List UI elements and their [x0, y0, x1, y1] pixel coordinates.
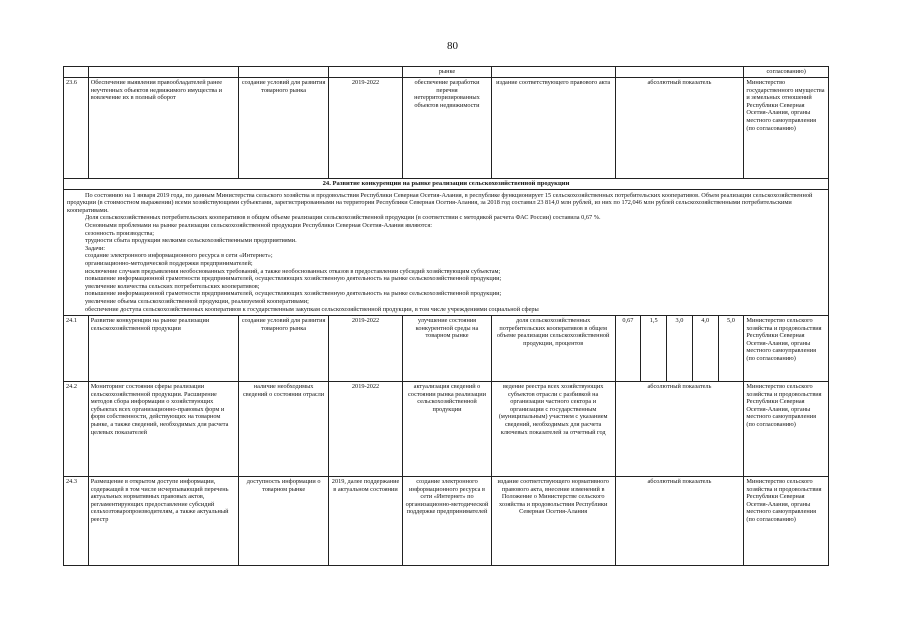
cell-executor: Министерство государственного имущества и земельных отношений Республики Северная Осетия-Алания, органы местного самоуправления (по согласованию): [744, 78, 829, 179]
cell-measure: Мониторинг состояния сферы реализации сельскохозяйственной продукции. Расширение методов сбора информации о хозяйствующих субъектах всех организационно-правовых форм и форм собственности, действующих на товарном рынке, а также сведений, необходимых для расчета целевых показателей: [88, 382, 239, 477]
cell-document: ведение реестра всех хозяйствующих субъектов отрасли с разбивкой на организации частного сектора и организации с государственным (муниципальным) участием с указанием сведений, необходимых для расчета ключевых показателей за отчетный год: [491, 382, 615, 477]
cell-document: издание соответствующего правового акта: [491, 78, 615, 179]
narrative-paragraph: исключение случаев предъявления необоснованных требований, а также необоснованных отказов в предоставлении субсидий хозяйствующим субъектам;: [85, 267, 501, 275]
narrative-paragraph: повышение информационной грамотности предпринимателей, осуществляющих хозяйственную деятельность на рынке сельскохозяйственной продукции;: [85, 275, 502, 283]
table-row: [64, 67, 829, 78]
cell-executor: согласованию): [744, 67, 829, 78]
cell-value: абсолютный показатель: [615, 477, 744, 566]
cell-indicator: актуализация сведений о состоянии рынка реализации сельскохозяйственной продукции: [403, 382, 492, 477]
narrative-paragraph: Задачи:: [85, 244, 105, 252]
narrative-paragraph: По состоянию на 1 января 2019 года, по данным Министерства сельского хозяйства и продовольствия Республики Северная Осетия-Алания, в республике функционирует 15 сельскохозяйственных потребительских кооперативов. Объем реализации сельскохозяйственной продукции (в стоимостном выражении) всеми хозяйствующими субъектами, зарегистрированными на территории Республики Северная Осетия-Алания, за 2018 год составил 23 814,0 млн рублей, из них по 172,046 млн рублей сельскохозяйственными потребительскими кооперативами.: [67, 191, 813, 214]
cell-result: доступность информации о товарном рынке: [239, 477, 329, 566]
narrative-paragraph: сезонность производства;: [85, 229, 154, 237]
narrative-paragraph: увеличение количества сельских потребительских кооперативов;: [85, 282, 260, 290]
cell-measure: Размещение в открытом доступе информации, содержащей в том числе исчерпывающий перечень актуальных нормативных правовых актов, регламентирующих предоставление субсидий сельхозтоваропроизводителям, а также актуальный реестр: [88, 477, 239, 566]
cell-indicator: рынке: [403, 67, 492, 78]
narrative-paragraph: организационно-методической поддержки предпринимателей;: [85, 259, 253, 267]
table-row: [64, 316, 829, 382]
cell-number: 23.6: [64, 78, 89, 179]
cell-value-2022: 5,0: [718, 316, 744, 382]
narrative-paragraph: Основными проблемами на рынке реализации сельскохозяйственной продукции Республики Северная Осетия-Алания являются:: [85, 221, 432, 229]
competition-plan-table: [63, 66, 829, 566]
cell-result: наличие необходимых сведений о состоянии отрасли: [239, 382, 329, 477]
cell-document: доля сельскохозяйственных потребительских кооперативов в общем объеме реализации сельскохозяйственной продукции, процентов: [491, 316, 615, 382]
cell-document: издание соответствующего нормативного правового акта, внесение изменений в Положение о Министерстве сельского хозяйства и продовольствия Республики Северная Осетия-Алания: [491, 477, 615, 566]
narrative-paragraph: создание электронного информационного ресурса в сети «Интернет»;: [85, 252, 273, 260]
cell-value-2020: 3,0: [667, 316, 693, 382]
cell-number: 24.1: [64, 316, 89, 382]
cell-result: создание условий для развития товарного рынка: [239, 78, 329, 179]
cell-executor: Министерство сельского хозяйства и продовольствия Республики Северная Осетия-Алания, органы местного самоуправления (по согласованию): [744, 382, 829, 477]
cell-executor: Министерство сельского хозяйства и продовольствия Республики Северная Осетия-Алания, органы местного самоуправления (по согласованию): [744, 316, 829, 382]
cell-indicator: создание электронного информационного ресурса в сети «Интернет» по организационно-методической поддержке предпринимателей: [403, 477, 492, 566]
section-header-row: [64, 179, 829, 190]
narrative-paragraph: увеличение объема сельскохозяйственной продукции, реализуемой кооперативами;: [85, 297, 309, 305]
cell-indicator: улучшение состояния конкурентной среды на товарном рынке: [403, 316, 492, 382]
table-row: [64, 477, 829, 566]
cell-term: 2019-2022: [328, 382, 402, 477]
narrative-paragraph: Доля сельскохозяйственных потребительских кооперативов в общем объеме реализации сельскохозяйственной продукции (в соответствии с методикой расчета ФАС России) составила 0,67 %.: [85, 214, 601, 222]
cell-value-2021: 4,0: [692, 316, 718, 382]
cell-value: абсолютный показатель: [615, 78, 744, 179]
cell-measure: Обеспечение выявления правообладателей ранее неучтенных объектов недвижимого имущества и вовлечение их в полный оборот: [88, 78, 239, 179]
cell-term: 2019, далее поддержание в актуальном состоянии: [328, 477, 402, 566]
section-narrative: [64, 189, 829, 316]
table-row: [64, 382, 829, 477]
cell-term: 2019-2022: [328, 316, 402, 382]
cell-number: 24.3: [64, 477, 89, 566]
cell-term: 2019-2022: [328, 78, 402, 179]
page-number: 80: [447, 40, 458, 52]
document-table-wrapper: [63, 66, 829, 566]
table-row: [64, 78, 829, 179]
cell-value-2019: 1,5: [641, 316, 667, 382]
narrative-paragraph: повышение информационной грамотности предпринимателей, осуществляющих хозяйственную деятельность на рынке сельскохозяйственной продукции;: [85, 290, 502, 298]
section-narrative-row: [64, 189, 829, 316]
cell-measure: Развитие конкуренции на рынке реализации сельскохозяйственной продукции: [88, 316, 239, 382]
section-title: 24. Развитие конкуренции на рынке реализации сельскохозяйственной продукции: [64, 179, 829, 190]
narrative-paragraph: трудности сбыта продукции мелкими сельскохозяйственными предприятиями.: [85, 237, 297, 245]
cell-value: абсолютный показатель: [615, 382, 744, 477]
narrative-paragraph: обеспечение доступа сельскохозяйственных кооперативов к государственным закупкам сельскохозяйственной продукции, в том числе учреждениями социальной сферы: [85, 305, 539, 313]
cell-indicator: обеспечение разработки перечня нетерриторизированных объектов недвижимости: [403, 78, 492, 179]
cell-value-2018: 0,67: [615, 316, 641, 382]
cell-number: 24.2: [64, 382, 89, 477]
cell-result: создание условий для развития товарного рынка: [239, 316, 329, 382]
cell-executor: Министерство сельского хозяйства и продовольствия Республики Северная Осетия-Алания, органы местного самоуправления (по согласованию): [744, 477, 829, 566]
